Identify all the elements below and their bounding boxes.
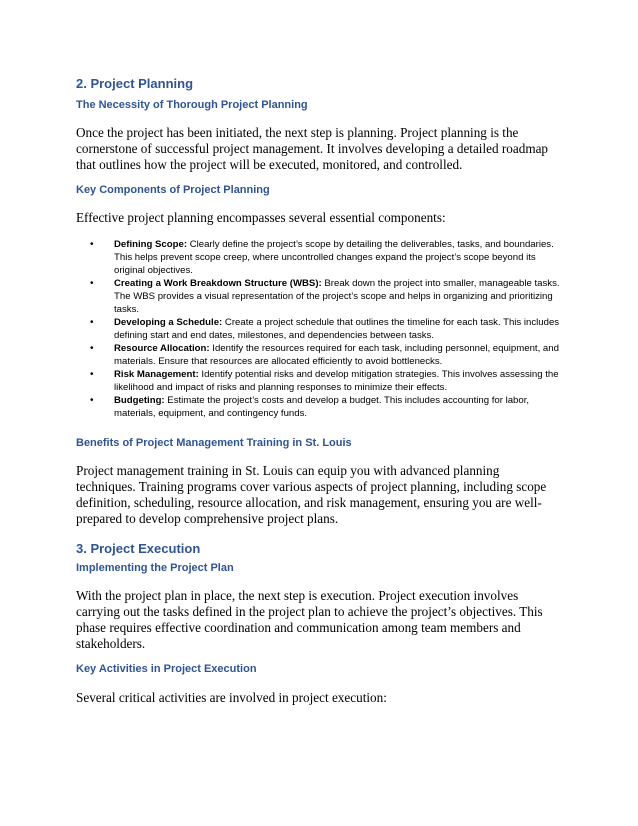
subheading-necessity: The Necessity of Thorough Project Planning <box>76 99 308 111</box>
bullet-icon: • <box>90 343 94 354</box>
list-item-text: Identify potential risks and develop mitigation strategies. This involves assessing the likelihood and impact of risks and planning responses to minimize their effects. <box>114 369 559 393</box>
list-item <box>76 342 562 368</box>
subheading-key-activities: Key Activities in Project Execution <box>76 663 257 675</box>
list-item-term: Budgeting: <box>114 395 165 406</box>
paragraph-activities-intro: Several critical activities are involved in project execution: <box>76 690 387 705</box>
components-list <box>76 238 562 420</box>
subheading-benefits-training: Benefits of Project Management Training in St. Louis <box>76 437 352 449</box>
paragraph-components-intro: Effective project planning encompasses several essential components: <box>76 210 446 225</box>
section-3-heading: 3. Project Execution <box>76 541 201 556</box>
section-2-heading: 2. Project Planning <box>76 76 194 91</box>
paragraph-planning-intro: Once the project has been initiated, the next step is planning. Project planning is the cornerstone of successful project management. It involves developing a detailed roadmap that outlines how the project will be executed, monitored, and controlled. <box>76 125 549 172</box>
list-item-text: Break down the project into smaller, manageable tasks. The WBS provides a visual representation of the project’s scope and helps in organizing and prioritizing tasks. <box>114 278 560 315</box>
list-item-term: Resource Allocation: <box>114 343 210 354</box>
list-item <box>76 368 562 394</box>
list-item-text: Estimate the project’s costs and develop a budget. This includes accounting for labor, materials, equipment, and contingency funds. <box>114 395 530 419</box>
list-item-text: Create a project schedule that outlines the timeline for each task. This includes defining start and end dates, milestones, and dependencies between tasks. <box>114 317 560 341</box>
subheading-key-components: Key Components of Project Planning <box>76 184 270 196</box>
list-item <box>76 277 562 316</box>
list-item-text: Identify the resources required for each task, including personnel, equipment, and materials. Ensure that resources are allocated efficiently to avoid bottlenecks. <box>114 343 559 367</box>
list-item <box>76 394 562 420</box>
list-item <box>76 238 562 277</box>
paragraph-training: Project management training in St. Louis can equip you with advanced planning techniques. Training programs cover various aspects of project planning, including scope definition, scheduling, resource allocation, and risk management, ensuring you are well-prepared to develop comprehensive project plans. <box>76 463 547 526</box>
paragraph-execution-intro: With the project plan in place, the next step is execution. Project execution involves carrying out the tasks defined in the project plan to achieve the project’s objectives. This phase requires effective coordination and communication among team members and stakeholders. <box>76 588 543 651</box>
bullet-icon: • <box>90 317 94 328</box>
bullet-icon: • <box>90 278 94 289</box>
bullet-icon: • <box>90 369 94 380</box>
list-item-term: Creating a Work Breakdown Structure (WBS): <box>114 278 322 289</box>
bullet-icon: • <box>90 239 94 250</box>
list-item-text: Clearly define the project’s scope by detailing the deliverables, tasks, and boundaries. This helps prevent scope creep, where uncontrolled changes expand the project’s scope beyond its original objectives. <box>114 239 554 276</box>
list-item-term: Risk Management: <box>114 369 199 380</box>
list-item <box>76 316 562 342</box>
bullet-icon: • <box>90 395 94 406</box>
list-item-term: Developing a Schedule: <box>114 317 223 328</box>
subheading-implementing: Implementing the Project Plan <box>76 562 234 574</box>
list-item-term: Defining Scope: <box>114 239 188 250</box>
